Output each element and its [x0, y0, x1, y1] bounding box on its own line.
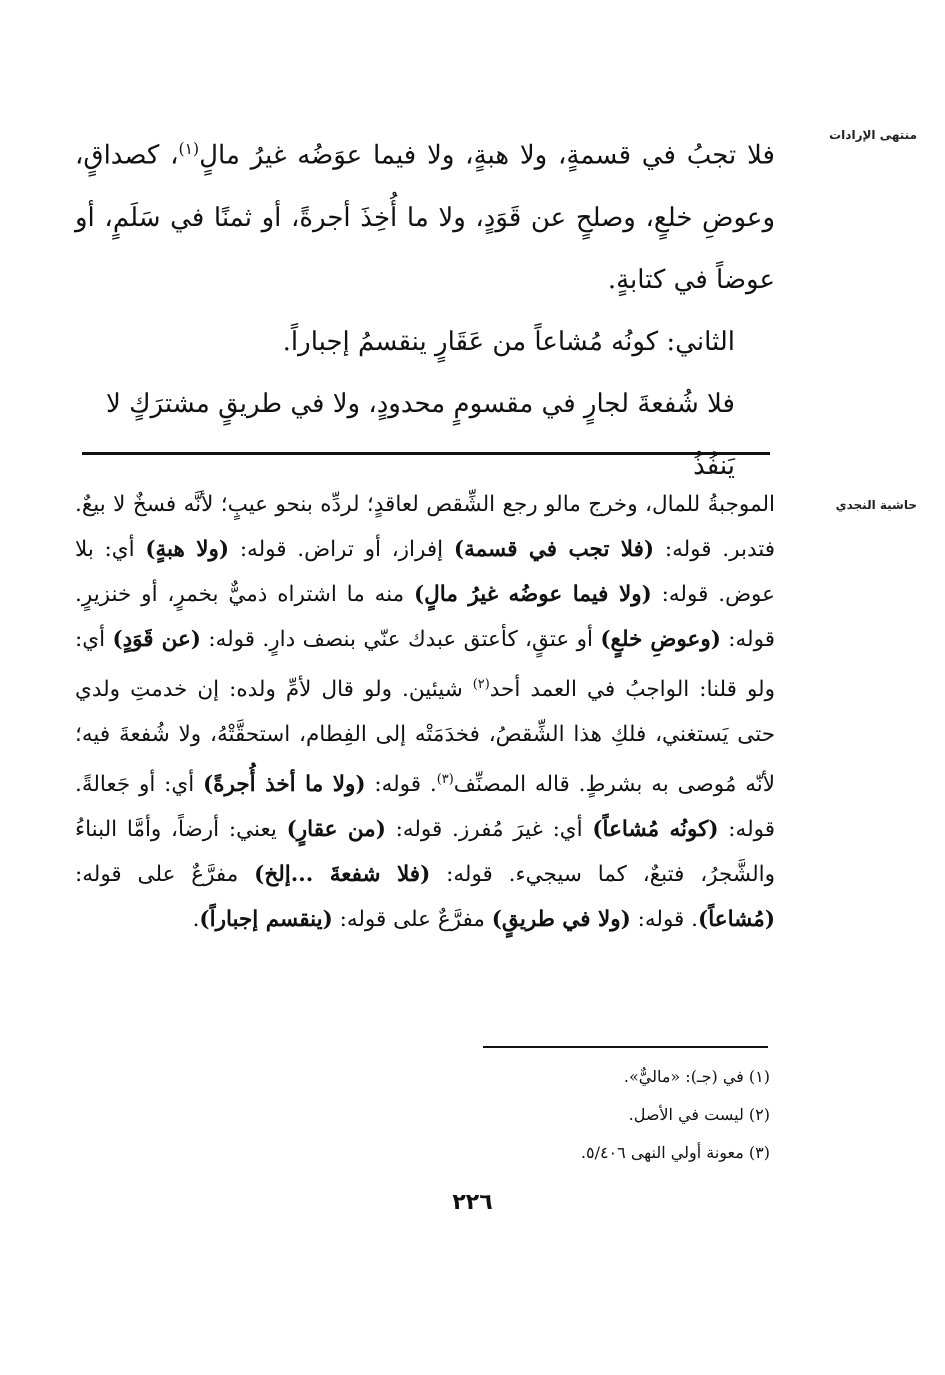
- main-text-span: ، كصداقٍ، وعوضِ خلعٍ، وصلحٍ عن قَوَدٍ، ولا ما أُخِذَ أجرةً، أو ثمنًا في سَلَمٍ، أو عوضاً في كتابةٍ.: [75, 140, 775, 295]
- main-paragraph-3: فلا شُفعةَ لجارٍ في مقسومٍ محدودٍ، ولا في طريقٍ مشترَكٍ لا يَنفُذُ: [106, 388, 735, 481]
- quoted-lemma: (من عقارٍ): [286, 817, 386, 843]
- quoted-lemma: (ولا ما أخذ أُجرةً): [203, 772, 366, 798]
- commentary-span: أي: بلا عوض. قوله:: [75, 537, 775, 607]
- footnote-1: (١) في (جـ): «ماليٌّ».: [623, 1067, 770, 1086]
- side-title-matn: منتهى الإرادات: [829, 128, 917, 142]
- footnote-ref: (١): [178, 140, 200, 158]
- footnote-3: (٣) معونة أولي النهى ٥/٤٠٦.: [580, 1143, 770, 1162]
- commentary-span: مفرَّعٌ على قوله:: [332, 907, 492, 933]
- footnote-ref: (٣): [436, 772, 454, 788]
- main-paragraph-2: الثاني: كونُه مُشاعاً من عَقَارٍ ينقسمُ إجباراً.: [282, 326, 735, 357]
- commentary-span: أو عتقٍ، كأعتق عبدك عنّي بنصف دارٍ. قوله:: [200, 627, 601, 652]
- commentary-span: شيئين. ولو قال لأمِّ ولده: إن خدمتِ ولدي حتى يَستغني، فلكِ هذا الشِّقصُ، فخدَمَتْه إلى الفِطام، استحقَّتْهُ، ولا شُفعةَ فيه؛ لأنّه مُوصى به بشرطٍ. قاله المصنِّف: [75, 677, 775, 798]
- footnotes: [300, 1058, 770, 1172]
- quoted-lemma: (وعوضِ خلعٍ): [600, 627, 721, 652]
- commentary-span: الموجبةُ للمال، وخرج مالو رجع الشِّقص لعاقدٍ؛ لردِّه بنحو عيبٍ؛ لأنَّه فسخٌ لا بيعٌ. فتدبر. قوله:: [75, 492, 776, 562]
- commentary-span: . قوله:: [630, 907, 699, 933]
- footnote-ref: (٢): [472, 677, 490, 692]
- quoted-lemma: (مُشاعاً): [698, 907, 775, 933]
- commentary-span: إفراز، أو تراض. قوله:: [229, 537, 454, 562]
- quoted-lemma: (فلا تجب في قسمة): [453, 537, 655, 562]
- main-text: [75, 118, 775, 497]
- commentary-span: يعني: أرضاً، وأمَّا البناءُ والشَّجرُ، فتبعٌ، كما سيجيء. قوله:: [75, 817, 775, 888]
- commentary-span: .: [192, 907, 200, 933]
- commentary-span: أي: أو جَعالةً. قوله:: [75, 772, 775, 843]
- commentary-text: [75, 482, 775, 942]
- commentary-span: منه ما اشتراه ذميٌّ بخمرٍ، أو خنزيرٍ. قوله:: [75, 582, 775, 652]
- quoted-lemma: (ولا فيما عوضُه غيرُ مالٍ): [414, 582, 652, 607]
- section-divider: [82, 452, 770, 455]
- quoted-lemma: (كونُه مُشاعاً): [592, 817, 719, 843]
- quoted-lemma: (فلا شفعةَ ...إلخ): [254, 862, 431, 888]
- quoted-lemma: (عن قَوَدٍ): [112, 627, 201, 652]
- commentary-span: مفرَّعٌ على قوله:: [75, 862, 255, 888]
- quoted-lemma: (ولا في طريقٍ): [491, 907, 631, 933]
- quoted-lemma: (ولا هبةٍ): [145, 537, 230, 562]
- commentary-span: . قوله:: [365, 772, 437, 798]
- quoted-lemma: (ينقسم إجباراً): [199, 907, 333, 933]
- commentary-span: أي: ولو قلنا: الواجبُ في العمد أحد: [75, 627, 775, 703]
- commentary-span: أي: غيرَ مُفرز. قوله:: [385, 817, 593, 843]
- main-text-span: فلا تجبُ في قسمةٍ، ولا هبةٍ، ولا فيما عوَضُه غيرُ مالٍ: [199, 140, 775, 171]
- side-title-hashiya: حاشية النجدي: [835, 498, 917, 512]
- footnote-divider: [483, 1046, 768, 1048]
- page-number: ٢٢٦: [452, 1190, 493, 1215]
- footnote-2: (٢) ليست في الأصل.: [628, 1105, 770, 1124]
- main-paragraph-1: [75, 118, 775, 311]
